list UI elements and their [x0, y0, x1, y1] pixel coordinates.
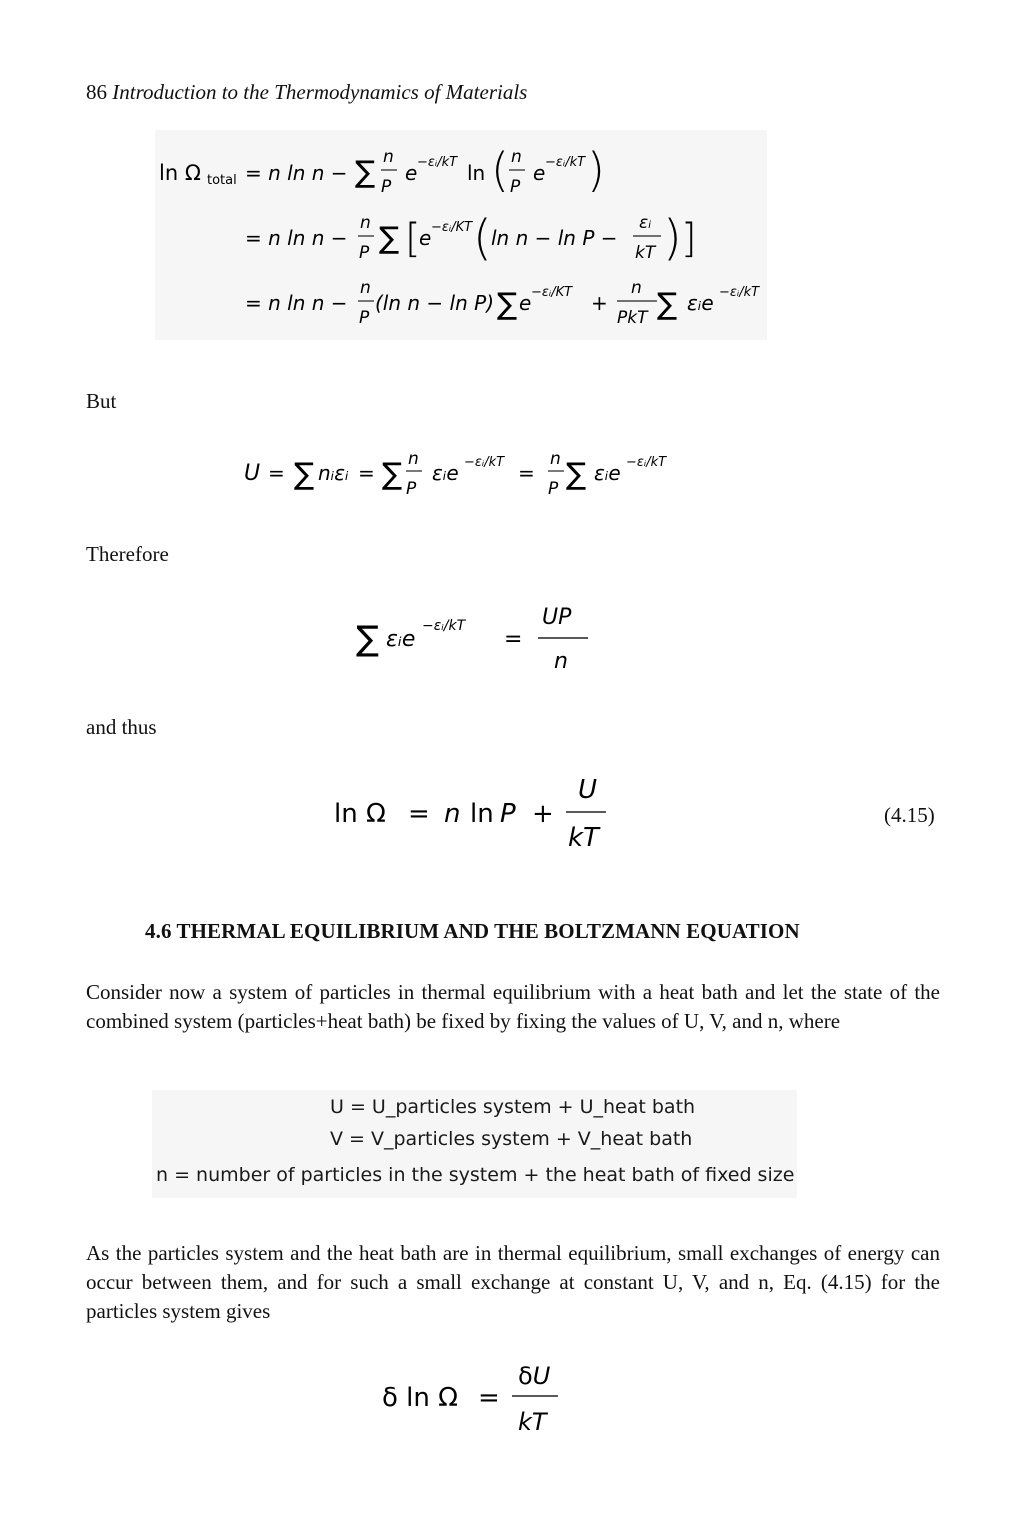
svg-text:=: =: [268, 461, 285, 485]
def-u-line: U = U_particles system + U_heat bath: [330, 1096, 696, 1118]
svg-text:εᵢe: εᵢe: [594, 461, 621, 485]
svg-text:n: n: [511, 147, 522, 167]
svg-text:total: total: [207, 173, 237, 188]
svg-text:P: P: [500, 799, 516, 829]
svg-text:=: =: [358, 461, 375, 485]
svg-text:P: P: [381, 177, 392, 197]
svg-text:=: =: [504, 627, 523, 652]
svg-text:=: =: [408, 799, 430, 829]
svg-text:ln Ω: ln Ω: [159, 161, 201, 185]
svg-text:P: P: [548, 479, 559, 499]
svg-text:n: n: [360, 213, 371, 233]
equation-system-definitions: [152, 1090, 797, 1198]
svg-text:+: +: [591, 291, 608, 315]
svg-text:[: [: [405, 216, 421, 262]
def-v-line: V = V_particles system + V_heat bath: [330, 1128, 693, 1150]
svg-text:P: P: [359, 243, 370, 263]
svg-text:): ): [663, 210, 682, 266]
svg-text:n: n: [550, 449, 561, 469]
svg-text:∑: ∑: [294, 457, 315, 492]
svg-text:kT: kT: [635, 243, 656, 263]
svg-text:−εᵢ/kT: −εᵢ/kT: [417, 155, 458, 170]
svg-text:εᵢe: εᵢe: [386, 627, 416, 652]
running-header: [86, 80, 527, 105]
svg-text:−εᵢ/kT: −εᵢ/kT: [545, 155, 586, 170]
svg-text:nᵢεᵢ: nᵢεᵢ: [318, 461, 349, 485]
paragraph-as-the-particles: As the particles system and the heat bath are in thermal equilibrium, small exchanges of energy can occur between them, and for such a small exchange at constant U, V, and n, Eq. (4.15) for the particles system gives: [86, 1241, 940, 1323]
svg-text:∑: ∑: [355, 155, 376, 190]
svg-text:ln Ω: ln Ω: [334, 799, 386, 829]
svg-text:∑: ∑: [379, 221, 400, 256]
svg-text:ln n − ln P −: ln n − ln P −: [491, 226, 618, 250]
equation-4-15-render: [330, 768, 620, 858]
svg-text:= n ln n −: = n ln n −: [245, 226, 348, 250]
svg-text:∑: ∑: [497, 287, 518, 322]
svg-text:n: n: [444, 799, 461, 829]
svg-text:∑: ∑: [356, 619, 379, 659]
equation-delta: [378, 1356, 578, 1442]
svg-text:(: (: [473, 210, 492, 266]
svg-text:= n ln n −: = n ln n −: [245, 291, 348, 315]
svg-text:P: P: [406, 479, 417, 499]
paragraph-consider: Consider now a system of particles in thermal equilibrium with a heat bath and let the state of the combined system (particles+heat bath) be fixed by fixing the values of U, V, and n, where: [86, 980, 940, 1033]
svg-text:U: U: [244, 461, 261, 486]
svg-text:e: e: [419, 226, 432, 250]
running-title: Introduction to the Thermodynamics of Materials: [112, 80, 528, 104]
svg-text:n: n: [631, 278, 642, 298]
svg-text:e: e: [405, 161, 418, 185]
svg-text:(: (: [491, 143, 509, 197]
svg-text:−εᵢ/kT: −εᵢ/kT: [719, 285, 760, 300]
equation-u-sum-render: [240, 440, 710, 510]
svg-text:P: P: [359, 308, 370, 328]
svg-text:PkT: PkT: [617, 308, 648, 328]
svg-text:εᵢe: εᵢe: [687, 291, 714, 315]
def-n-line: n = number of particles in the system + the heat bath of fixed size: [156, 1164, 795, 1186]
svg-text:δU: δU: [518, 1362, 551, 1390]
svg-text:ln: ln: [470, 799, 494, 829]
svg-text:∑: ∑: [566, 457, 587, 492]
page-number: 86: [86, 80, 107, 104]
svg-text:n: n: [360, 278, 371, 298]
equation-4-15: [330, 768, 620, 858]
svg-text:−εᵢ/KT: −εᵢ/KT: [531, 285, 573, 300]
svg-text:εᵢ: εᵢ: [639, 213, 652, 233]
text-therefore: Therefore: [86, 542, 169, 566]
svg-text:−εᵢ/KT: −εᵢ/KT: [431, 220, 473, 235]
svg-text:ln: ln: [467, 161, 486, 185]
svg-text:]: ]: [681, 216, 697, 262]
svg-text:= n ln n −: = n ln n −: [245, 161, 348, 185]
svg-text:δ ln Ω: δ ln Ω: [382, 1383, 459, 1413]
text-and-thus: and thus: [86, 715, 157, 739]
svg-text:=: =: [478, 1383, 500, 1413]
svg-text:n: n: [554, 649, 568, 674]
equation-number: (4.15): [884, 803, 935, 827]
svg-text:): ): [587, 143, 605, 197]
svg-text:e: e: [533, 161, 546, 185]
svg-text:=: =: [518, 461, 535, 485]
equation-u-sum: [240, 440, 710, 510]
svg-text:(ln n − ln P): (ln n − ln P): [375, 291, 494, 315]
svg-text:+: +: [532, 799, 554, 829]
svg-text:U: U: [578, 775, 598, 805]
svg-text:kT: kT: [568, 823, 599, 853]
equation-delta-render: [378, 1356, 578, 1442]
svg-text:∑: ∑: [657, 287, 678, 322]
svg-text:∑: ∑: [382, 457, 403, 492]
svg-text:−εᵢ/kT: −εᵢ/kT: [626, 455, 667, 470]
svg-text:kT: kT: [518, 1408, 547, 1436]
equation-sum-eps-render: [352, 590, 602, 680]
text-but: But: [86, 389, 117, 413]
svg-text:P: P: [510, 177, 521, 197]
svg-text:−εᵢ/kT: −εᵢ/kT: [464, 455, 505, 470]
equation-ln-omega-total: [155, 130, 767, 340]
svg-text:n: n: [408, 449, 419, 469]
svg-text:UP: UP: [542, 605, 572, 630]
equation-sum-eps: [352, 590, 602, 680]
section-heading: 4.6 THERMAL EQUILIBRIUM AND THE BOLTZMANN EQUATION: [145, 919, 800, 943]
svg-text:n: n: [383, 147, 394, 167]
svg-text:e: e: [519, 291, 532, 315]
svg-text:εᵢe: εᵢe: [432, 461, 459, 485]
svg-text:−εᵢ/kT: −εᵢ/kT: [422, 618, 466, 634]
equation-ln-omega-total-render: [155, 130, 767, 340]
